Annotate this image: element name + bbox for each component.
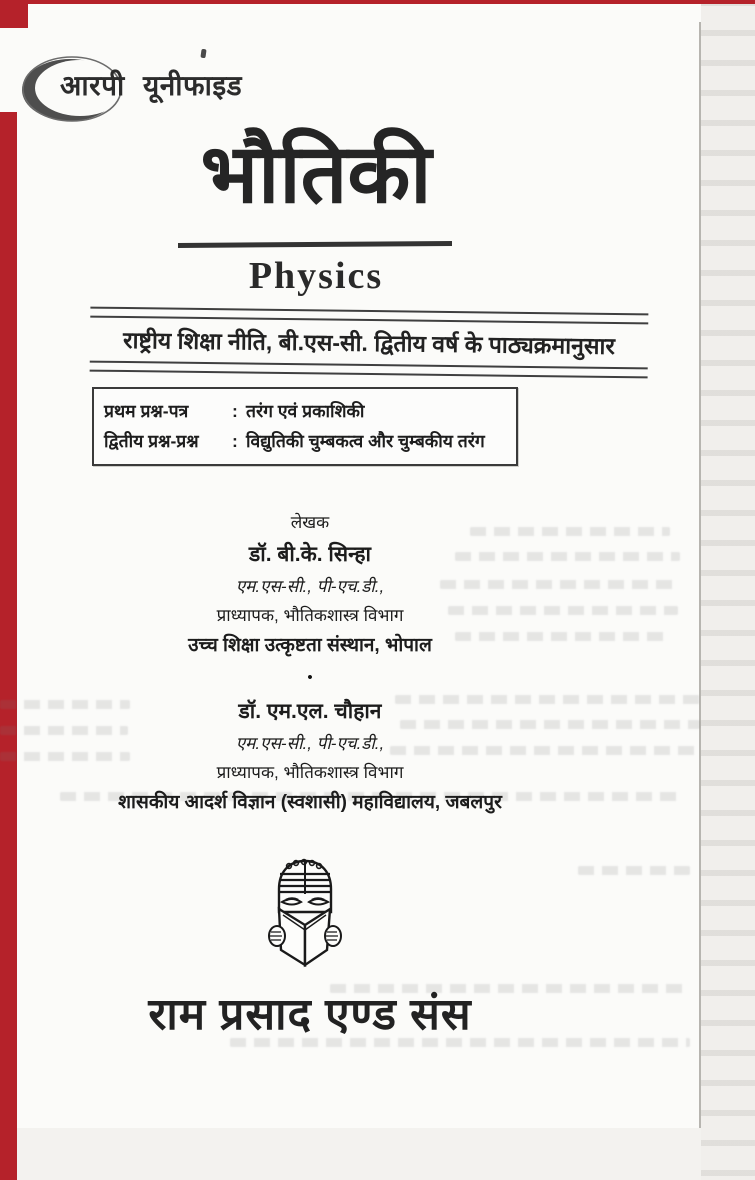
page-edge-line	[699, 22, 701, 1180]
author-1-institute: उच्च शिक्षा उत्कृष्टता संस्थान, भोपाल	[188, 635, 432, 656]
author-1-degrees: एम.एस-सी., पी-एच.डी.,	[235, 577, 385, 596]
paper-1-separator: :	[232, 401, 238, 421]
paper-2-separator: :	[232, 431, 238, 451]
author-1	[55, 540, 565, 657]
brand-name: आरपी यूनीफाइड	[60, 70, 243, 101]
brand-logo	[20, 56, 280, 128]
book-title-english: Physics	[248, 255, 384, 297]
authors-heading: लेखक	[290, 513, 330, 532]
publisher-name: राम प्रसाद एण्ड संस	[148, 990, 472, 1039]
papers-box	[92, 387, 518, 466]
paper-row-1	[104, 396, 508, 426]
author-2-name: डॉ. एम.एल. चौहान	[238, 700, 382, 723]
bottom-scan-band	[0, 1128, 701, 1180]
mask-reading-book-icon	[266, 858, 344, 970]
paper-row-2	[104, 426, 508, 456]
book-title-hindi: भौतिकी	[200, 129, 432, 220]
author-2	[55, 697, 565, 814]
title-underline	[178, 241, 452, 248]
paper-2-subject: विद्युतिकी चुम्बकत्व और चुम्बकीय तरंग	[246, 431, 485, 451]
author-2-role: प्राध्यापक, भौतिकशास्त्र विभाग	[216, 763, 404, 782]
author-1-role: प्राध्यापक, भौतिकशास्त्र विभाग	[216, 606, 404, 625]
author-2-institute: शासकीय आदर्श विज्ञान (स्वशासी) महाविद्यालय, जबलपुर	[118, 792, 502, 813]
paper-1-subject: तरंग एवं प्रकाशिकी	[246, 401, 365, 421]
left-red-edge	[0, 112, 17, 1180]
syllabus-tagline: राष्ट्रीय शिक्षा नीति, बी.एस-सी. द्वितीय वर्ष के पाठ्यक्रमानुसार	[122, 326, 615, 360]
syllabus-tagline-block	[90, 307, 649, 379]
right-scan-band	[701, 0, 755, 1180]
authors-section	[55, 510, 565, 814]
paper-1-label: प्रथम प्रश्न-पत्र	[104, 401, 189, 421]
paper-2-label: द्वितीय प्रश्न-प्रश्न	[104, 431, 199, 451]
author-1-name: डॉ. बी.के. सिन्हा	[249, 543, 371, 566]
top-red-edge	[0, 0, 755, 4]
author-2-degrees: एम.एस-सी., पी-एच.डी.,	[235, 734, 385, 753]
publisher-logo	[266, 858, 344, 970]
top-left-red-corner	[0, 0, 28, 28]
author-separator-bullet: •	[307, 669, 313, 686]
bleed-through-smudge	[578, 866, 690, 875]
